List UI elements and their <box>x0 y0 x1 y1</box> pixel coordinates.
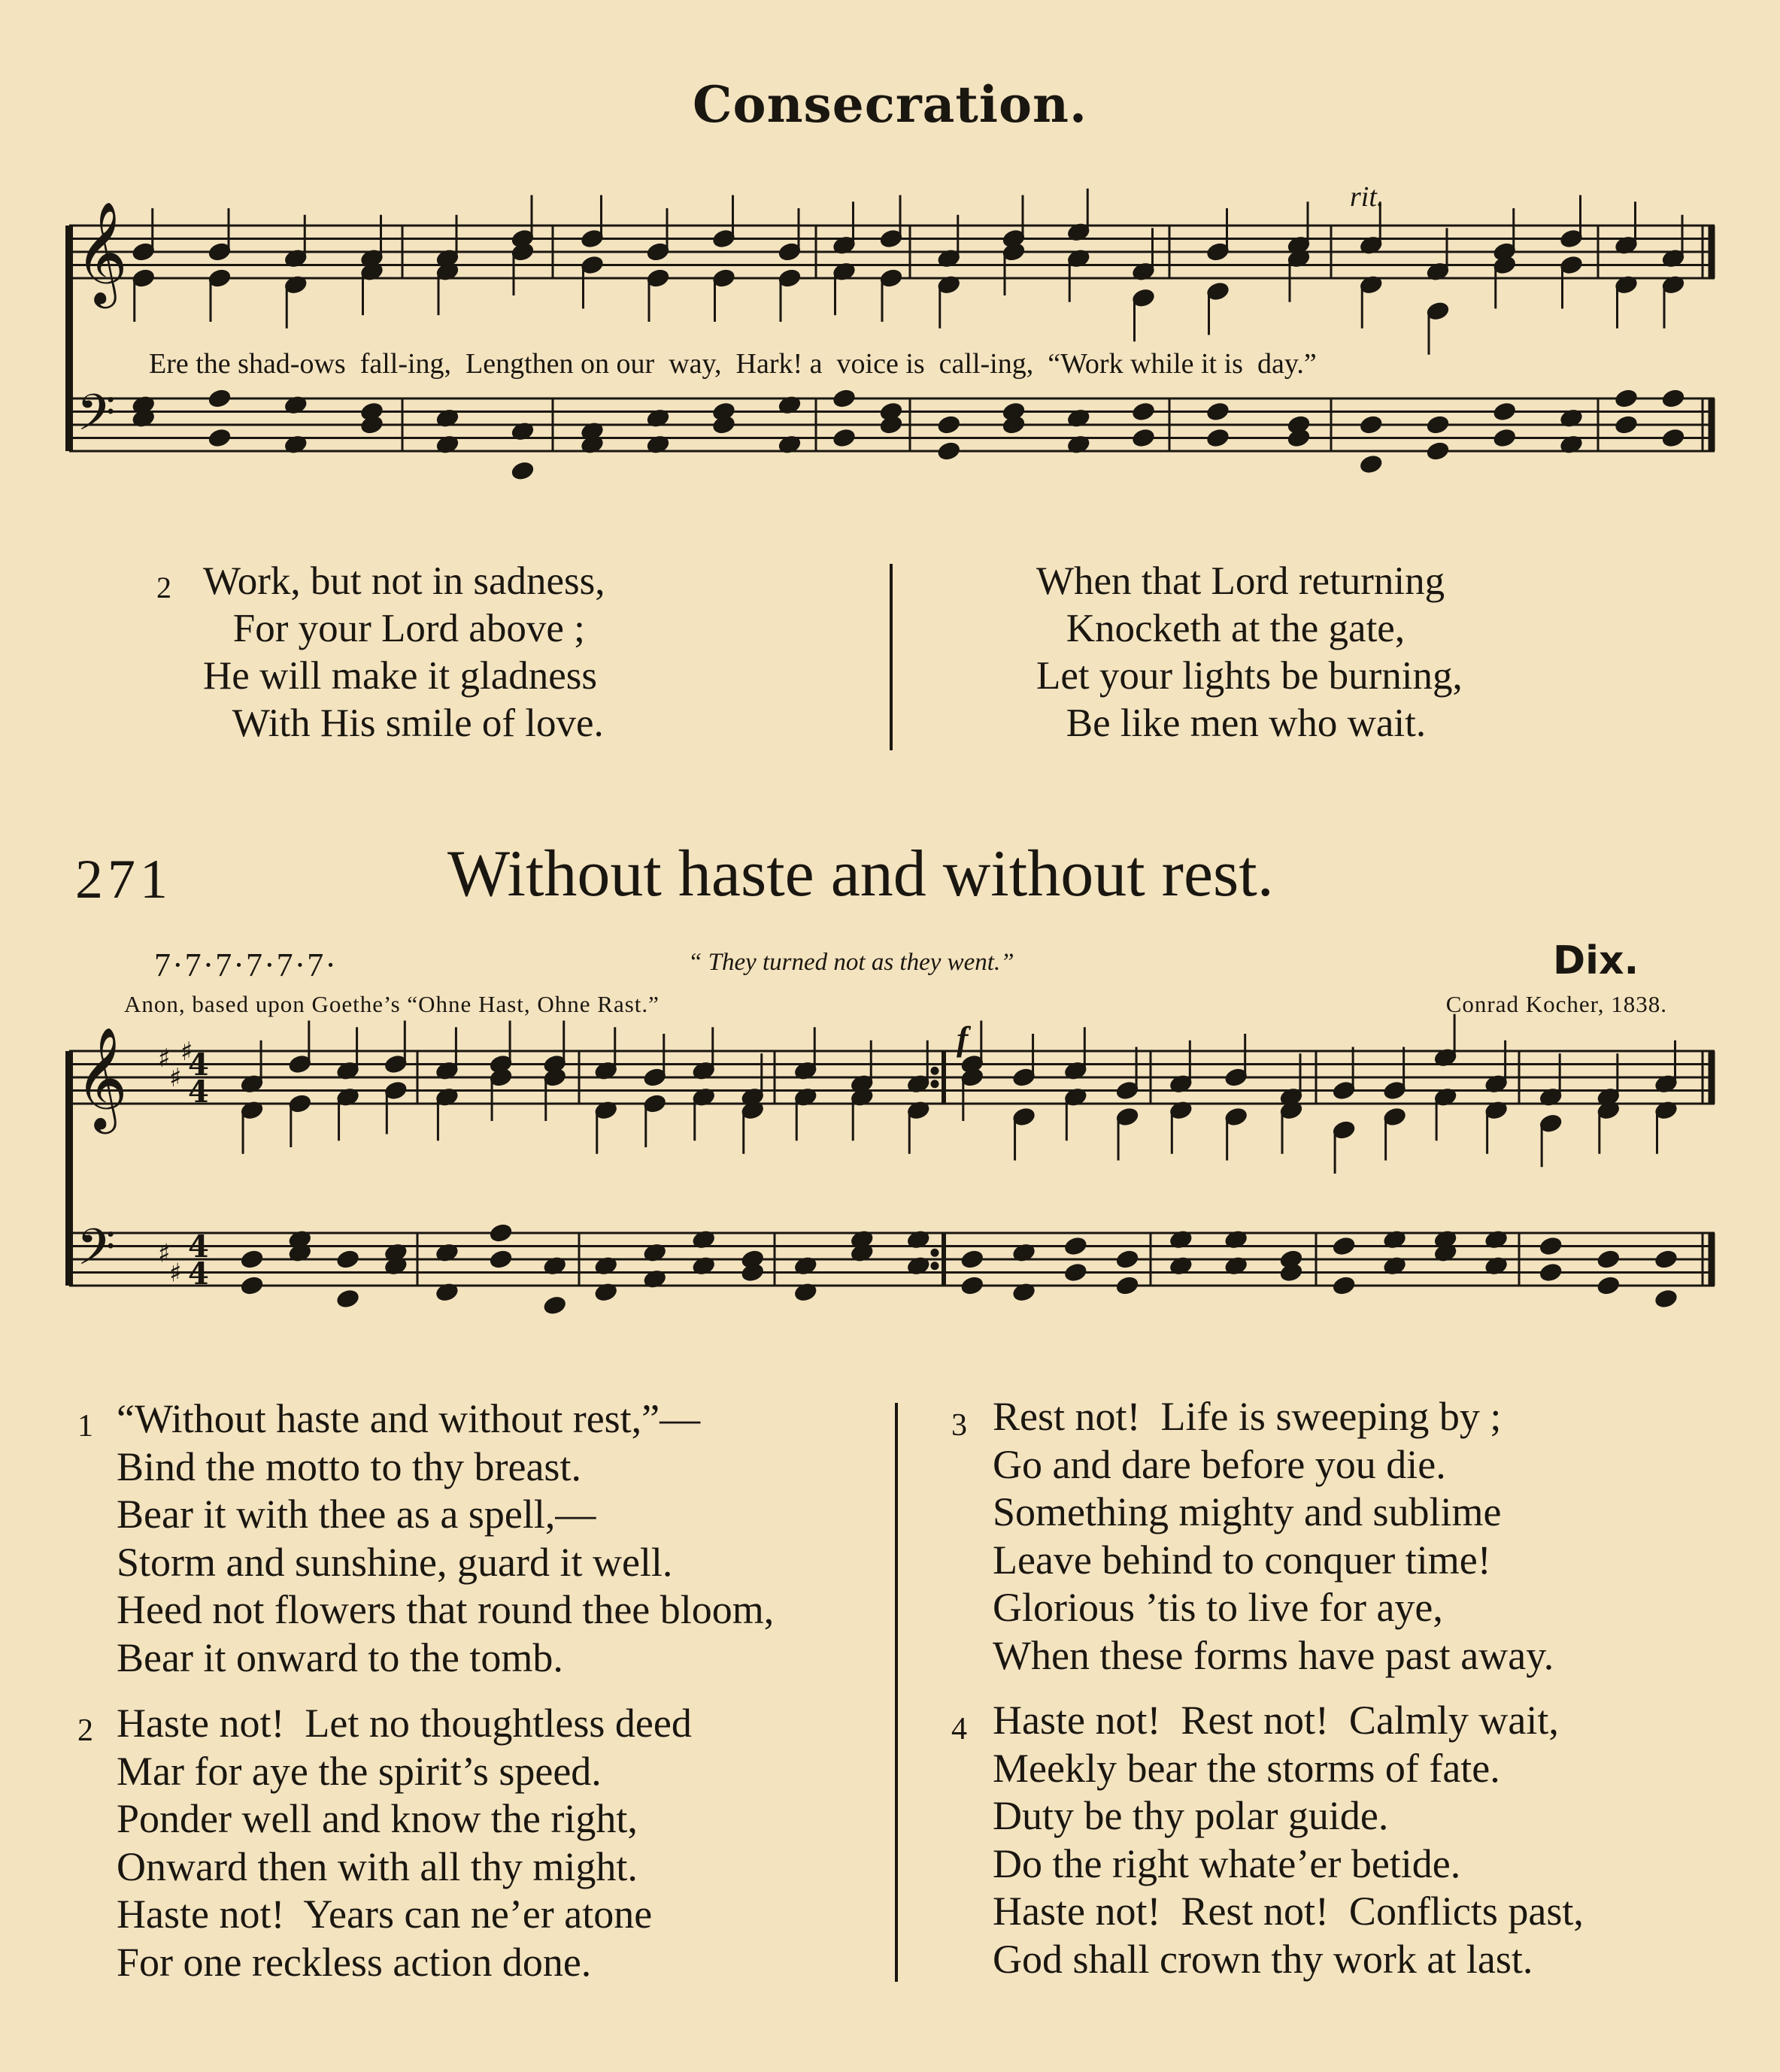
note-head <box>961 1250 984 1269</box>
verse-line: Onward then with all thy might. <box>117 1843 638 1889</box>
note-head <box>1493 402 1516 422</box>
verse-line: Bear it with thee as a spell,— <box>117 1492 596 1537</box>
repeat-dot <box>932 1263 938 1269</box>
forte-marking: f <box>957 1019 969 1058</box>
note-head <box>1427 415 1450 435</box>
epigraph: “ They turned not as they went.” <box>688 949 1014 976</box>
note-head <box>1539 1263 1563 1283</box>
verse-line: Bind the motto to thy breast. <box>117 1443 581 1489</box>
tune-name: Dix. <box>1553 938 1639 983</box>
verse-line: Haste not! Let no thoughtless deed <box>117 1701 692 1746</box>
verse-line: Go and dare before you die. <box>993 1441 1446 1487</box>
composer-credit: Conrad Kocher, 1838. <box>1445 991 1667 1017</box>
hymn-heading-consecration: Consecration. <box>693 75 1087 134</box>
hymn-title: Without haste and without rest. <box>447 838 1274 910</box>
note-head <box>1206 402 1230 422</box>
note-head <box>1615 389 1638 408</box>
verse-line: Mar for aye the spirit’s speed. <box>117 1748 602 1794</box>
note-head <box>1539 1237 1563 1256</box>
verse-line: Duty be thy polar guide. <box>993 1793 1389 1838</box>
note-head <box>1132 402 1155 422</box>
note-head <box>1116 1276 1139 1295</box>
note-head <box>832 429 856 448</box>
note-head <box>336 1289 359 1309</box>
note-head <box>241 1276 264 1295</box>
note-head <box>490 1250 513 1269</box>
stanza-line: When that Lord returning <box>1036 559 1445 603</box>
verse-1 <box>77 1395 775 1682</box>
verse-number: 2 <box>77 1713 93 1748</box>
note-head <box>1597 1250 1621 1269</box>
note-head <box>832 389 856 408</box>
stanza-number: 2 <box>156 571 171 604</box>
verse-line: Something mighty and sublime <box>993 1489 1502 1534</box>
repeat-dot <box>932 1250 938 1256</box>
note-head <box>1360 415 1383 435</box>
note-head <box>1064 1237 1087 1256</box>
stanza-line: With His smile of love. <box>203 701 604 745</box>
note-head <box>1132 429 1155 448</box>
author-credit: Anon, based upon Goethe’s “Ohne Hast, Ohne Rast.” <box>124 991 660 1017</box>
time-signature-top: 4 <box>188 1047 209 1083</box>
ritardando-marking: rit. <box>1350 181 1384 213</box>
note-head <box>1116 1250 1139 1269</box>
verse-3 <box>951 1393 1554 1680</box>
note-head <box>1615 415 1638 435</box>
verse-line: Storm and sunshine, guard it well. <box>117 1539 673 1585</box>
verse-2 <box>77 1700 692 1986</box>
stanza-line: Be like men who wait. <box>1036 701 1427 745</box>
note-head <box>1360 455 1383 474</box>
note-head <box>1654 1289 1678 1309</box>
time-signature-bottom: 4 <box>188 1074 209 1110</box>
verse-4 <box>951 1697 1584 1983</box>
note-head <box>490 1223 513 1243</box>
verse-line: Bear it onward to the tomb. <box>117 1634 563 1680</box>
note-head <box>543 1295 566 1315</box>
repeat-dot <box>932 1068 938 1074</box>
note-head <box>1333 1276 1356 1295</box>
verse-line: Meekly bear the storms of fate. <box>993 1745 1500 1791</box>
stanza-line: He will make it gladness <box>203 654 597 698</box>
verse-line: Haste not! Years can ne’er atone <box>117 1892 653 1937</box>
sharp-sign: ♯ <box>158 1043 171 1074</box>
stanza-line: Work, but not in sadness, <box>203 559 605 603</box>
note-head <box>1597 1276 1621 1295</box>
stanza-line: Knocketh at the gate, <box>1036 607 1406 650</box>
repeat-dot <box>932 1081 938 1087</box>
bass-clef: 𝄢 <box>77 383 116 454</box>
verse-line: Heed not flowers that round thee bloom, <box>117 1587 775 1632</box>
note-head <box>1064 1263 1087 1283</box>
time-signature-bottom: 4 <box>188 1256 209 1292</box>
verse-number: 3 <box>951 1408 967 1443</box>
sharp-sign: ♯ <box>169 1063 182 1093</box>
note-head <box>1493 429 1516 448</box>
note-head <box>937 441 960 461</box>
note-head <box>511 461 535 480</box>
verse-line: Glorious ’tis to live for aye, <box>993 1585 1443 1630</box>
note-head <box>1654 1250 1678 1269</box>
note-head <box>1206 429 1230 448</box>
sharp-sign: ♯ <box>180 1037 193 1067</box>
note-head <box>241 1250 264 1269</box>
note-head <box>961 1276 984 1295</box>
stanza-line: For your Lord above ; <box>203 607 585 650</box>
note-head <box>1662 389 1685 408</box>
stanza-line: Let your lights be burning, <box>1036 654 1463 698</box>
meter: 7·7·7·7·7·7· <box>154 947 338 983</box>
bass-clef: 𝄢 <box>77 1218 116 1289</box>
note-head <box>336 1250 359 1269</box>
note-head <box>1333 1237 1356 1256</box>
verse-line: When these forms have past away. <box>993 1632 1554 1678</box>
verse-line: Rest not! Life is sweeping by ; <box>993 1394 1502 1439</box>
verse-line: Haste not! Rest not! Calmly wait, <box>993 1698 1559 1743</box>
note-head <box>1427 441 1450 461</box>
hymn-number: 271 <box>75 849 172 910</box>
verse-line: Do the right whate’er betide. <box>993 1840 1461 1886</box>
verse-line: “Without haste and without rest,”— <box>117 1396 701 1441</box>
note-head <box>208 429 232 448</box>
column-divider <box>895 1403 898 1982</box>
verse-line: Leave behind to conquer time! <box>993 1537 1491 1583</box>
note-head <box>937 415 960 435</box>
verse-line: Ponder well and know the right, <box>117 1796 638 1841</box>
lyric-underlay: Ere the shad-ows fall-ing, Lengthen on our way, Hark! a voice is call-ing, “Work while it is day.” <box>149 348 1317 380</box>
verse-number: 1 <box>77 1409 93 1443</box>
verse-number: 4 <box>951 1712 967 1746</box>
treble-clef: 𝄞 <box>75 200 128 304</box>
note-head <box>208 389 232 408</box>
note-head <box>1662 429 1685 448</box>
verse-line: God shall crown thy work at last. <box>993 1936 1533 1982</box>
verse-line: For one reckless action done. <box>117 1939 592 1985</box>
verse-line: Haste not! Rest not! Conflicts past, <box>993 1889 1584 1934</box>
sharp-sign: ♯ <box>169 1258 182 1289</box>
sharp-sign: ♯ <box>158 1238 171 1269</box>
time-signature-top: 4 <box>188 1229 209 1265</box>
treble-clef: 𝄞 <box>75 1025 128 1129</box>
